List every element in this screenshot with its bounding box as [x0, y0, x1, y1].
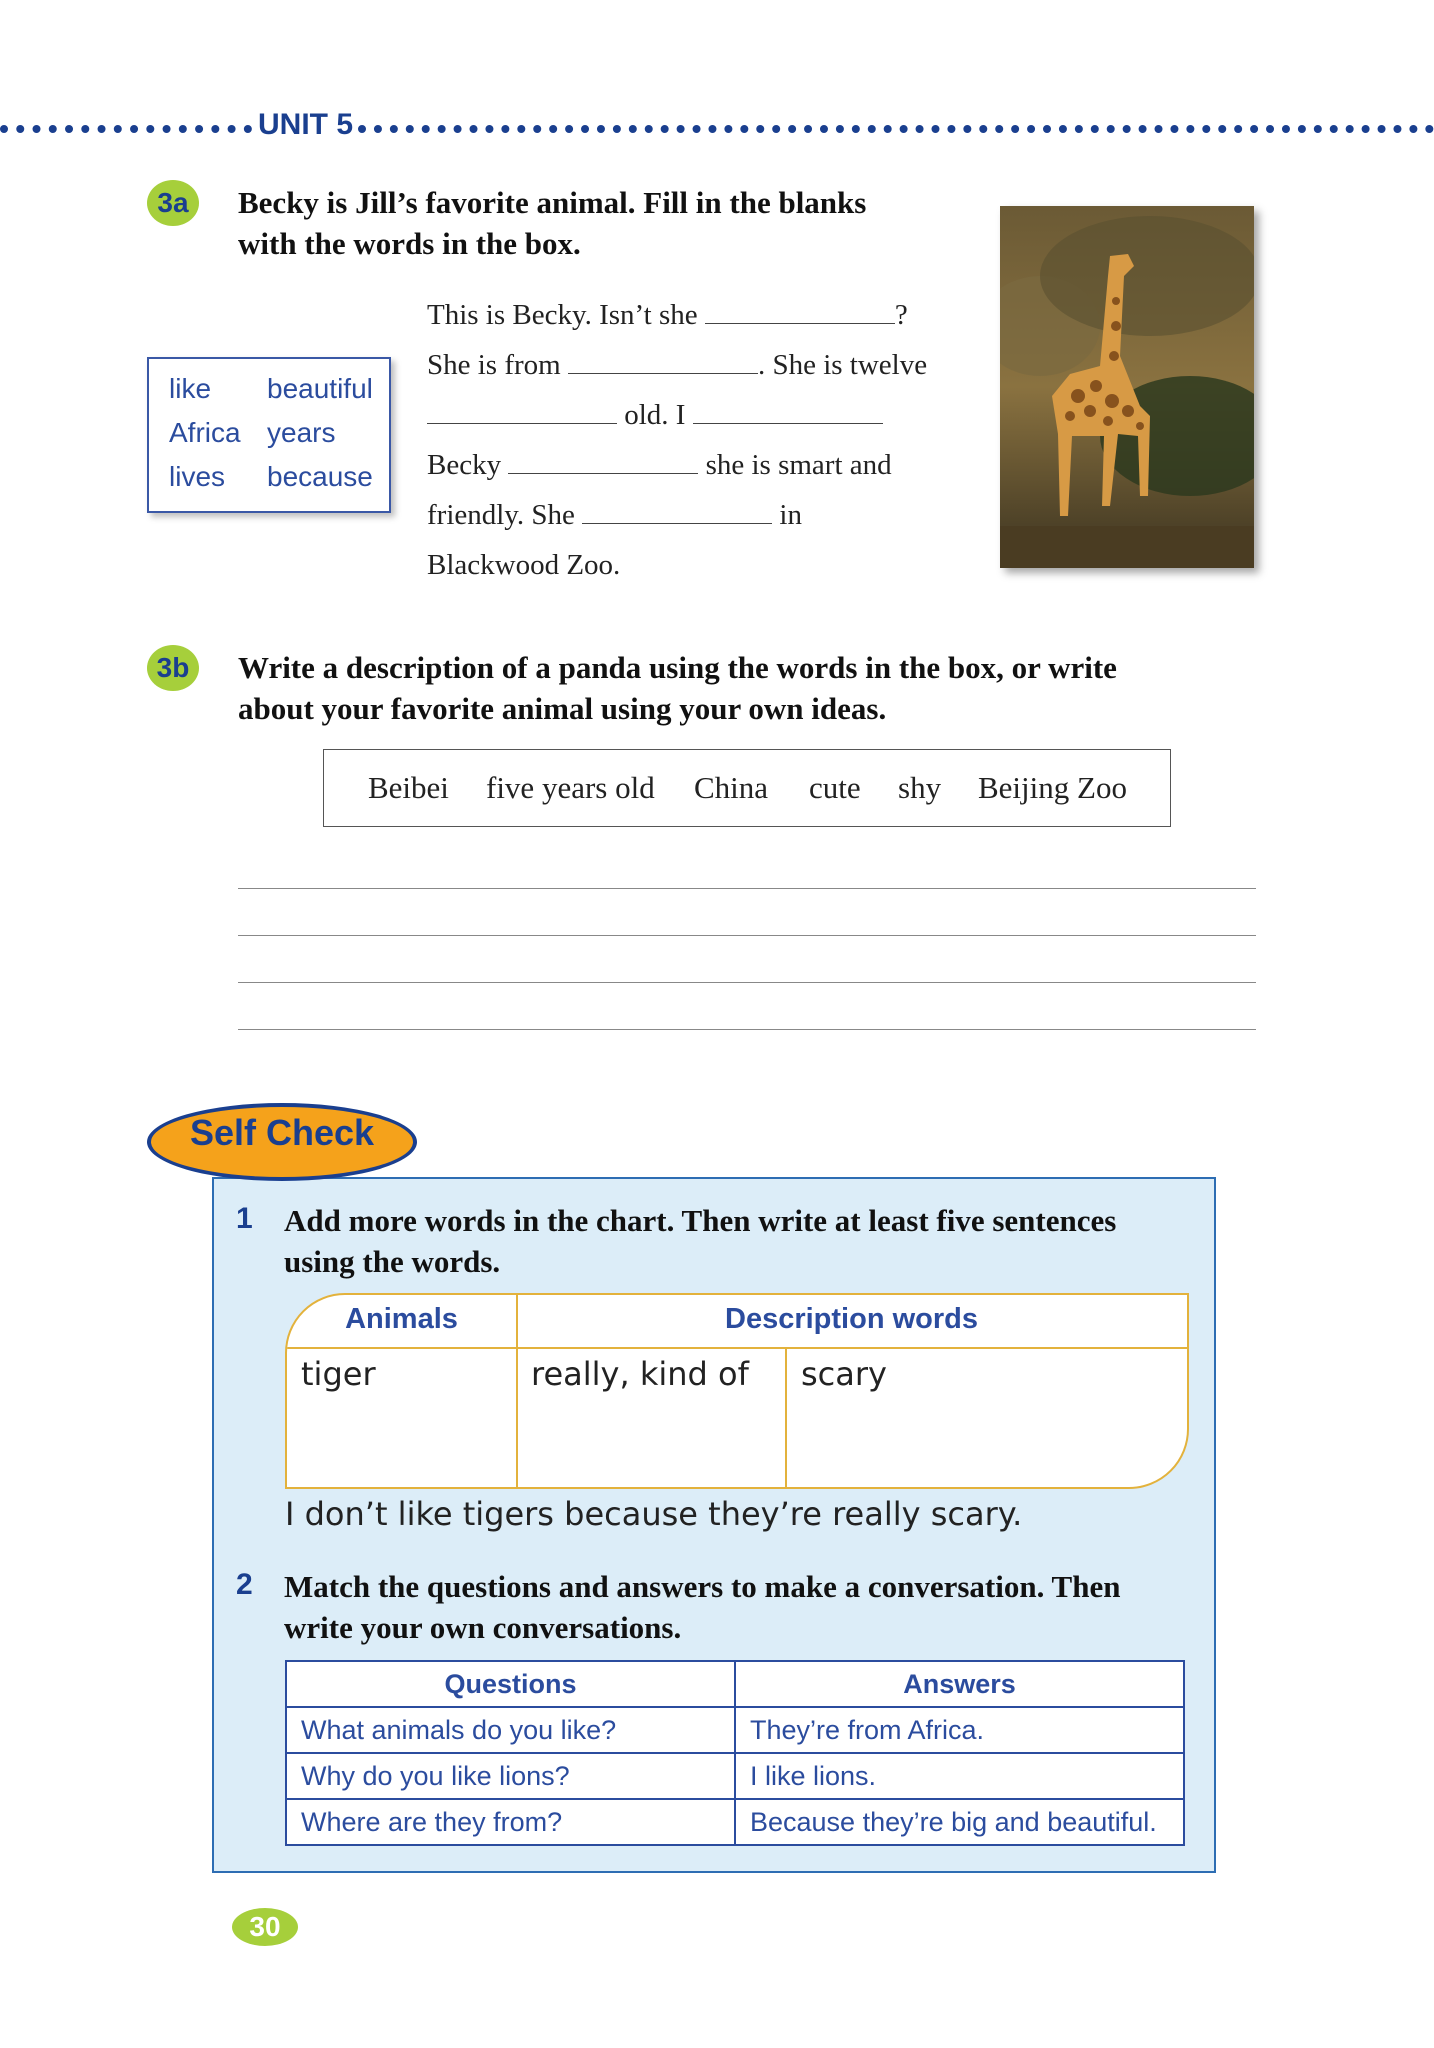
blank-input[interactable] [705, 297, 895, 324]
description-chart [285, 1293, 1189, 1489]
passage-text: Blackwood Zoo. [427, 549, 621, 581]
chart-cell[interactable]: scary [801, 1355, 887, 1393]
writing-line[interactable] [238, 1029, 1256, 1030]
passage-text: ? [894, 299, 908, 331]
instruction-line: with the words in the box. [238, 226, 581, 261]
word-box-item: Africa [169, 417, 241, 448]
fill-in-passage [427, 290, 947, 590]
table-header-questions: Questions [286, 1661, 735, 1707]
giraffe-photo [1000, 206, 1254, 568]
passage-text: in [779, 499, 802, 531]
instruction-line: Write a description of a panda using the words in the box, or write [238, 650, 1117, 685]
writing-line[interactable] [238, 982, 1256, 983]
question-cell[interactable]: What animals do you like? [286, 1707, 735, 1753]
word-box-item: because [267, 461, 373, 492]
passage-text: . She is twelve [757, 349, 928, 381]
answer-cell[interactable]: Because they’re big and beautiful. [735, 1799, 1184, 1845]
exercise-3a-badge: 3a [147, 180, 199, 226]
header-dots-right [358, 125, 1434, 141]
table-row [286, 1707, 1184, 1753]
passage-text: she is smart and [705, 449, 892, 481]
chart-divider [785, 1347, 787, 1487]
table-header-row [286, 1661, 1184, 1707]
option-word: Beibei [368, 770, 449, 805]
answer-cell[interactable]: I like lions. [735, 1753, 1184, 1799]
giraffe-icon [1000, 206, 1254, 568]
word-box [147, 357, 391, 513]
word-box-item: beautiful [267, 373, 373, 404]
option-word: five years old [486, 770, 655, 805]
option-word: Beijing Zoo [978, 770, 1127, 805]
header-dots-left [0, 125, 252, 141]
instruction-line: using the words. [284, 1244, 501, 1279]
passage-text: Becky [427, 449, 502, 481]
page-number: 30 [232, 1908, 298, 1946]
writing-line[interactable] [238, 888, 1256, 889]
match-table [285, 1660, 1185, 1846]
instruction-line: Match the questions and answers to make a conversation. Then [284, 1569, 1121, 1604]
options-box [323, 749, 1171, 827]
example-sentence: I don’t like tigers because they’re really scary. [285, 1495, 1023, 1533]
blank-input[interactable] [693, 397, 883, 424]
exercise-3b-badge: 3b [147, 645, 199, 691]
question-1-instruction [284, 1200, 1116, 1282]
writing-line[interactable] [238, 935, 1256, 936]
option-word: cute [809, 770, 861, 805]
blank-input[interactable] [582, 497, 772, 524]
option-word: China [694, 770, 769, 805]
blank-input[interactable] [427, 397, 617, 424]
answer-cell[interactable]: They’re from Africa. [735, 1707, 1184, 1753]
option-word: shy [898, 770, 942, 805]
passage-text: friendly. She [427, 499, 575, 531]
exercise-3a-instruction [238, 182, 866, 264]
table-header-answers: Answers [735, 1661, 1184, 1707]
word-box-item: years [267, 417, 336, 448]
table-row [286, 1753, 1184, 1799]
chart-header-animals: Animals [345, 1303, 458, 1335]
question-number: 2 [236, 1568, 253, 1601]
blank-input[interactable] [568, 347, 758, 374]
passage-text: old. I [624, 399, 686, 431]
chart-cell[interactable]: really, kind of [531, 1355, 749, 1393]
chart-divider [287, 1347, 1187, 1349]
word-box-item: lives [169, 461, 226, 492]
table-row [286, 1799, 1184, 1845]
unit-label: UNIT 5 [258, 108, 354, 141]
exercise-3b-instruction [238, 647, 1117, 729]
passage-text: She is from [427, 349, 561, 381]
question-cell[interactable]: Why do you like lions? [286, 1753, 735, 1799]
instruction-line: write your own conversations. [284, 1610, 682, 1645]
word-box-item: like [169, 373, 212, 404]
chart-header-description: Description words [725, 1303, 978, 1335]
instruction-line: about your favorite animal using your own ideas. [238, 691, 887, 726]
passage-text: This is Becky. Isn’t she [427, 299, 698, 331]
instruction-line: Add more words in the chart. Then write at least five sentences [284, 1203, 1117, 1238]
question-2-instruction [284, 1566, 1120, 1648]
self-check-title: Self Check [189, 1112, 375, 1153]
blank-input[interactable] [508, 447, 698, 474]
question-number: 1 [236, 1202, 253, 1235]
instruction-line: Becky is Jill’s favorite animal. Fill in the blanks [238, 185, 867, 220]
question-cell[interactable]: Where are they from? [286, 1799, 735, 1845]
chart-cell[interactable]: tiger [301, 1355, 376, 1393]
